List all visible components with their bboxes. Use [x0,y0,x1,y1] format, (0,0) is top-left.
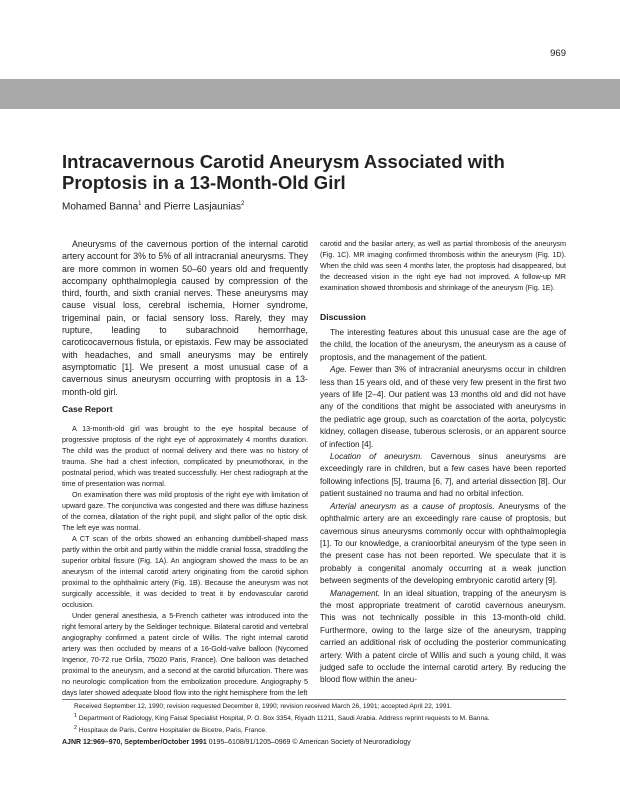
footnote-marker: 2 [74,724,78,731]
case-report-body [62,423,308,698]
author-line [62,201,244,212]
paragraph: The interesting features about this unusual case are the age of the child, the location of the aneurysm, the aneurysm as a cause of proptosis, and the management of the patient. [320,328,566,362]
discussion-heading-wrap [320,312,566,324]
page-number: 969 [550,48,566,59]
footnotes [62,703,566,736]
case-report-section [62,404,308,416]
header-band [0,79,620,109]
author-connector: and [141,201,164,213]
journal-citation [62,739,411,746]
paragraph [320,501,566,588]
paragraph: On examination there was mild proptosis of the right eye with limitation of upward gaze. The conjunctiva was congested and there was diffuse haziness of the cornea, dilatation of the right pupil, and slight pallor of the optic disk. The left eye was normal. [62,490,308,532]
journal-ref: AJNR 12:969–970, September/October 1991 [62,739,207,746]
author-name: Mohamed Banna [62,201,139,213]
footnote-text: Hospitaux de Paris, Centre Hospitalier de Bicetre, Paris, France. [77,726,267,734]
citation-rest: 0195–6108/91/1205–0969 © American Society of Neuroradiology [206,739,411,746]
paragraph [320,451,566,501]
abstract: Aneurysms of the cavernous portion of the internal carotid artery account for 3% to 5% of all intracranial aneurysms. They are more common in women 50–60 years old and frequently accompany ophthalmoplegia caused by compression of the third, fourth, and sixth cranial nerves. These aneurysms may cause visual loss, cerebral ischemia, Horner syndrome, trigeminal pain, or facial sensory loss. Rarely, they may rupture, leading to subarachnoid hemorrhage, caroticocavernous fistula, or epistaxis. Few may be associated with headaches, and small aneurysms may be entirely asymptomatic [1]. We present a most unusual case of a cavernous sinus aneurysm occurring with proptosis in a 13-month-old girl. [62,239,308,397]
section-heading: Discussion [320,312,366,322]
paragraph: A 13-month-old girl was brought to the eye hospital because of progressive proptosis of the right eye of approximately 4 months duration. The child was the product of normal delivery and there was no history of trauma. She had a chest infection, complicated by pneumothorax, in the postnatal period, which was treated successfully. Her chest radiograph at the time of presentation was normal. [62,424,308,488]
affiliation-marker: 1 [138,201,142,207]
paragraph-text: Fewer than 3% of intracranial aneurysms occur in children less than 15 years old, and of these very few present in the first two years of life [2–4]. Our patient was 13 months old and did not have any of the conditions that might be associated with aneurysms in the pediatric age group, such as coarctation of the aorta, polycystic kidney, collagen disease, tuberous sclerosis, or an apparent source of infection [4]. [320,365,566,449]
paragraph-lead: Location of aneurysm. [330,452,423,462]
paragraph-lead: Management. [330,588,381,598]
author-name: Pierre Lasjaunias [163,201,242,213]
paragraph-text: In an ideal situation, trapping of the aneurysm is the most appropriate treatment of carotid cavernous aneurysm. This was not technically possible in this 13-month-old child. Furthermore, owing to the large size of the aneurysm, trapping carried an additional risk of occluding the posterior communicating artery. With a patent circle of Willis and such a young child, it was judged safe to occlude the internal carotid artery. By reducing the blood flow within the aneu- [320,588,566,685]
paragraph [320,588,566,687]
right-column-top [320,238,566,293]
footnote-received: Received September 12, 1990; revision requested December 8, 1990; revision received March 26, 1991; accepted April 22, 1991. [74,703,452,710]
paragraph-text: Cavernous sinus aneurysms are exceedingly rare in children, but a few cases have been reported following infections [5], trauma [6, 7], and arterial dissection [8]. Our patient sustained no trauma and had no orbital infection. [320,452,566,499]
footnote-text: Department of Radiology, King Faisal Specialist Hospital, P. O. Box 3354, Riyadh 11211, Saudi Arabia. Address reprint requests to M. Banna. [77,714,490,722]
paragraph: carotid and the basilar artery, as well as partial thrombosis of the aneurysm (Fig. 1C). MR imaging confirmed thrombosis within the aneurysm (Fig. 1D). When the child was seen 4 months later, the proptosis had disappeared, but the decreased vision in the right eye had not improved. A follow-up MR examination showed thrombosis and shrinkage of the aneurysm (Fig. 1E). [320,239,566,292]
left-column [62,238,308,398]
affiliation-marker: 2 [241,201,245,207]
footnote-marker: 1 [74,712,78,719]
discussion-body [320,327,566,687]
paragraph-lead: Age. [330,365,347,375]
paragraph-text: Aneurysms of the ophthalmic artery are an exceedingly rare cause of proptosis, but cavernous sinus aneurysms commonly occur with ophthalmoplegia [1]. To our knowledge, a cranioorbital aneurysm of the type seen in the present case has not been reported. We speculate that it is probably a congenital anomaly occurring at a weak junction between segments of the developing embryonic carotid artery [9]. [320,501,566,586]
paragraph: Under general anesthesia, a 5-French catheter was introduced into the right femoral artery by the Seldinger technique. Bilateral carotid and vertebral angiography confirmed a patent circle of Willis. The right internal carotid artery was then occluded by means of a 16-Gold-valve balloon (Nycomed Ingenor, 70-72 rue Orfila, 75020 Paris, France). One balloon was detached proximal to the aneurysm, and a second at the carotid bifurcation. There was no neurologic complication from the embolization procedure. Angiography 5 days later showed adequate blood flow into the right hemisphere from the left [62,611,308,697]
footnote [62,712,566,724]
paragraph [320,364,566,451]
article-title: Intracavernous Carotid Aneurysm Associated with Proptosis in a 13-Month-Old Girl [62,151,505,193]
paragraph-lead: Arterial aneurysm as a cause of proptosis. [330,501,495,511]
footnote [62,724,566,736]
section-heading: Case Report [62,404,113,414]
paragraph: A CT scan of the orbits showed an enhancing dumbbell-shaped mass partly within the orbit and partly within the middle cranial fossa, straddling the superior orbital fissure (Fig. 1A). An angiogram showed the mass to be an aneurysm of the internal carotid artery originating from the carotid siphon proximal to the ophthalmic artery (Fig. 1B). Because the aneurysm was not surgically accessible, it was decided to treat it by endovascular carotid occlusion. [62,534,308,609]
footnote-rule [62,699,566,700]
